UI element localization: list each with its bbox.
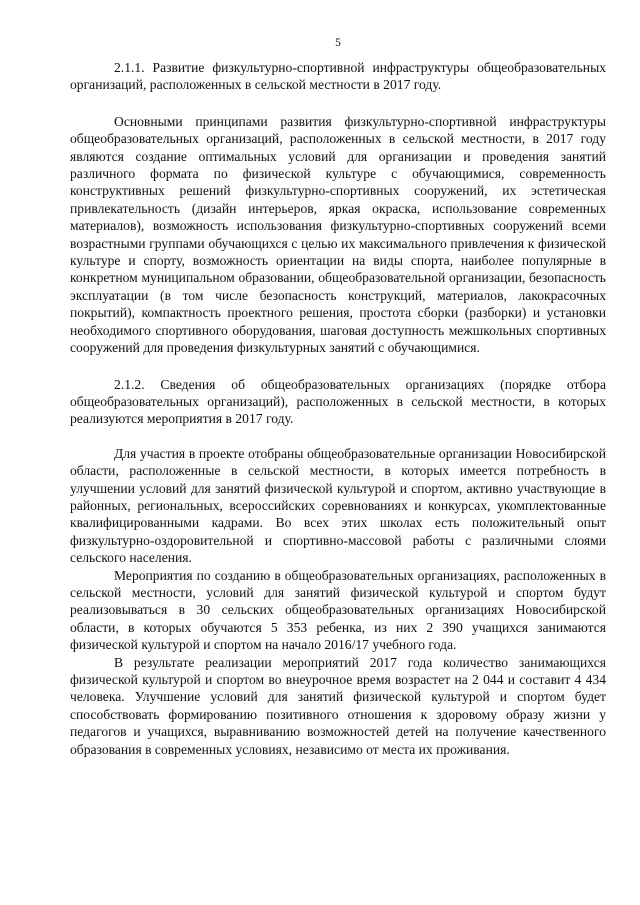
- section-heading-2-1-2: 2.1.2. Сведения об общеобразовательных организациях (порядке отбора общеобразовательных организаций), расположенных в сельской местности, в которых реализуются мероприятия в 2017 году.: [70, 376, 606, 427]
- paragraph-infrastructure-principles: Основными принципами развития физкультурно-спортивной инфраструктуры общеобразовательных организаций, расположенных в сельской местности, в 2017 году являются создание оптимальных условий для организации и проведения занятий различного формата по физической культуре с обучающимися, современность конструктивных решений физкультурно-спортивных сооружений, их эстетическая привлекательность (дизайн интерьеров, яркая окраска, использование современных материалов), возможность использования физкультурно-спортивных сооружений всеми возрастными группами обучающихся с целью их максимального привлечения к физической культуре и спорту, возможность ориентации на виды спорта, наиболее популярные в конкретном муниципальном образовании, общеобразовательной организации, безопасность эксплуатации (в том числе безопасность конструкций, материалов, лакокрасочных покрытий), компактность проектного решения, простота сборки (разборки) и установки необходимого спортивного оборудования, шаговая доступность межшкольных спортивных сооружений для проведения физкультурных занятий с обучающимися.: [70, 113, 606, 356]
- paragraph-project-participants: Для участия в проекте отобраны общеобразовательные организации Новосибирской области, расположенные в сельской местности, в которых имеется потребность в улучшении условий для занятий физической культурой и спортом, активно участвующие в районных, региональных, всероссийских соревнованиях и конкурсах, укомплектованные квалифицированными кадрами. Во всех этих школах есть положительный опыт физкультурно-оздоровительной и спортивно-массовой работы с различными слоями сельского населения.: [70, 445, 606, 566]
- paragraph-expected-results: В результате реализации мероприятий 2017 года количество занимающихся физической культурой и спортом во внеурочное время возрастет на 2 044 и составит 4 434 человека. Улучшение условий для занятий физической культурой и спортом будет способствовать формированию позитивного отношения к здоровому образу жизни у педагогов и учащихся, выравниванию возможностей детей на получение качественного образования в современных условиях, независимо от места их проживания.: [70, 654, 606, 757]
- page-number: 5: [335, 37, 341, 49]
- paragraph-activities-scope: Мероприятия по созданию в общеобразовательных организациях, расположенных в сельской местности, условий для занятий физической культурой и спортом будут реализовываться в 30 сельских общеобразовательных организациях Новосибирской области, в которых обучаются 5 353 ребенка, из них 2 390 учащихся занимаются физической культурой и спортом на начало 2016/17 учебного года.: [70, 567, 606, 653]
- section-heading-2-1-1: 2.1.1. Развитие физкультурно-спортивной инфраструктуры общеобразовательных организаций, расположенных в сельской местности в 2017 году.: [70, 60, 606, 93]
